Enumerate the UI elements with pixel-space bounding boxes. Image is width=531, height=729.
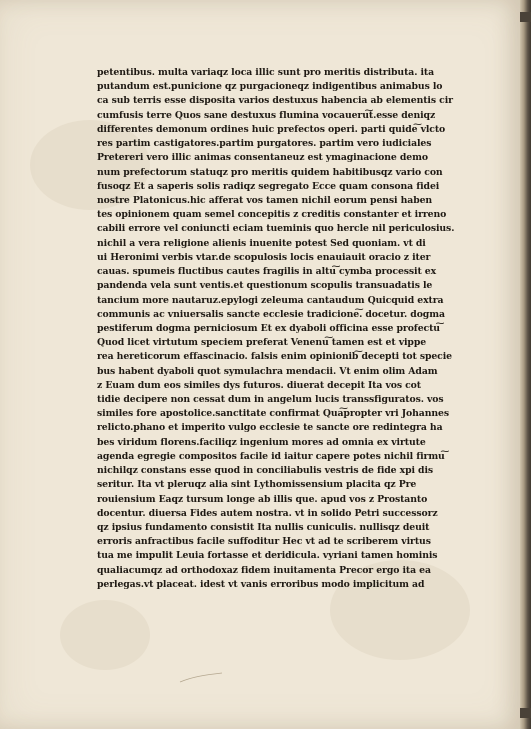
text-line: erroris anfractibus facile suffoditur Hec vt ad te scriberem virtus — [97, 536, 431, 548]
text-line: ca sub terris esse disposita varios destuxus habencia ab elementis cir — [97, 95, 453, 107]
text-line: cumfusis terre Quos sane destuxus flumina vocaueru͠t.esse deniqz — [97, 109, 436, 121]
text-line: nichil a vera religione alienis inuenite potest Sed quoniam. vt di — [97, 237, 426, 249]
text-line: qualiacumqz ad orthodoxaz fidem inuitamenta Precor ergo ita ea — [97, 564, 431, 576]
text-line: num prefectorum statuqz pro meritis quidem habitibusqz vario con — [97, 166, 443, 178]
text-line: relicto.phano et imperito vulgo ecclesie te sancte ore redintegra ha — [97, 422, 443, 434]
paper-stain — [60, 600, 150, 670]
text-line: ui Heronimi verbis vtar.de scopulosis locis enauiauit oracio z iter — [97, 251, 431, 263]
text-line: agenda egregie compositos facile id iaitur capere potes nichil firmu͠ — [97, 450, 445, 462]
text-line: rouiensium Eaqz tursum longe ab illis que. apud vos z Prostanto — [97, 493, 428, 505]
text-line: res partim castigatores.partim purgatores. partim vero iudiciales — [97, 138, 432, 150]
book-spine — [520, 0, 531, 729]
text-line: tes opinionem quam semel concepitis z creditis constanter et irreno — [97, 209, 447, 221]
pencil-mark — [178, 671, 224, 685]
text-line: tidie decipere non cessat dum in angelum lucis transsfiguratos. vos — [97, 394, 444, 406]
text-line: bes viridum florens.faciliqz ingenium mores ad omnia ex virtute — [97, 436, 426, 448]
text-line: z Euam dum eos similes dys futuros. diuerat decepit Ita vos cot — [97, 379, 421, 391]
text-line: petentibus. multa variaqz loca illic sunt pro meritis distributa. ita — [97, 67, 435, 78]
text-line: cauas. spumeis fluctibus cautes fragilis in altu͠ cymba processit ex — [97, 266, 437, 278]
text-line: communis ac vniuersalis sancte ecclesie tradicione͠. docetur. dogma — [97, 308, 445, 320]
text-line: Quod licet virtutum speciem preferat Venenu͠ tamen est et vippe — [97, 337, 427, 349]
text-line: tua me impulit Leuia fortasse et deridicula. vyriani tamen hominis — [97, 550, 438, 562]
spine-notch — [520, 708, 531, 718]
text-line: Pretereri vero illic animas consentaneuz est ymaginacione demo — [97, 152, 428, 164]
text-line: cabili errore vel coniuncti eciam tueminis quo hercle nil periculosius. — [97, 223, 455, 235]
text-line: fusoqz Et a saperis solis radiqz segregato Ecce quam consona fidei — [97, 180, 440, 192]
text-line: rea hereticorum effascinacio. falsis enim opinionib͠ decepti tot specie — [97, 351, 452, 363]
text-line: similes fore apostolice.sanctitate confirmat Qua͠propter vri Johannes — [97, 408, 449, 420]
text-line: docentur. diuersa Fides autem nostra. vt in solido Petri successorz — [97, 507, 438, 519]
text-line: nichilqz constans esse quod in conciliabulis vestris de fide xpi dis — [97, 465, 434, 477]
text-line: differentes demonum ordines huic prefectos operi. parti quide͠ vlcto — [97, 123, 446, 135]
text-line: qz ipsius fundamento consistit Ita nullis cuniculis. nullisqz deuit — [97, 522, 430, 533]
text-line: bus habent dyaboli quot symulachra mendacii. Vt enim olim Adam — [97, 365, 438, 377]
text-line: perlegas.vt placeat. idest vt vanis erroribus modo implicitum ad — [97, 578, 425, 590]
body-text — [97, 66, 462, 592]
text-line: seritur. Ita vt pleruqz alia sint Lythomissensium placita qz Pre — [97, 479, 417, 491]
text-line: pandenda vela sunt ventis.et questionum scopulis transuadatis le — [97, 280, 433, 292]
text-line: pestiferum dogma perniciosum Et ex dyaboli officina esse profectu͠ — [97, 322, 440, 334]
text-line: nostre Platonicus.hic afferat vos tamen nichil eorum pensi haben — [97, 194, 433, 206]
text-line: putandum est.punicione qz purgacioneqz indigentibus animabus lo — [97, 81, 443, 93]
text-line: tancium more nautaruz.epylogi zeleuma cantaudum Quicquid extra — [97, 294, 444, 306]
spine-notch — [520, 12, 531, 22]
